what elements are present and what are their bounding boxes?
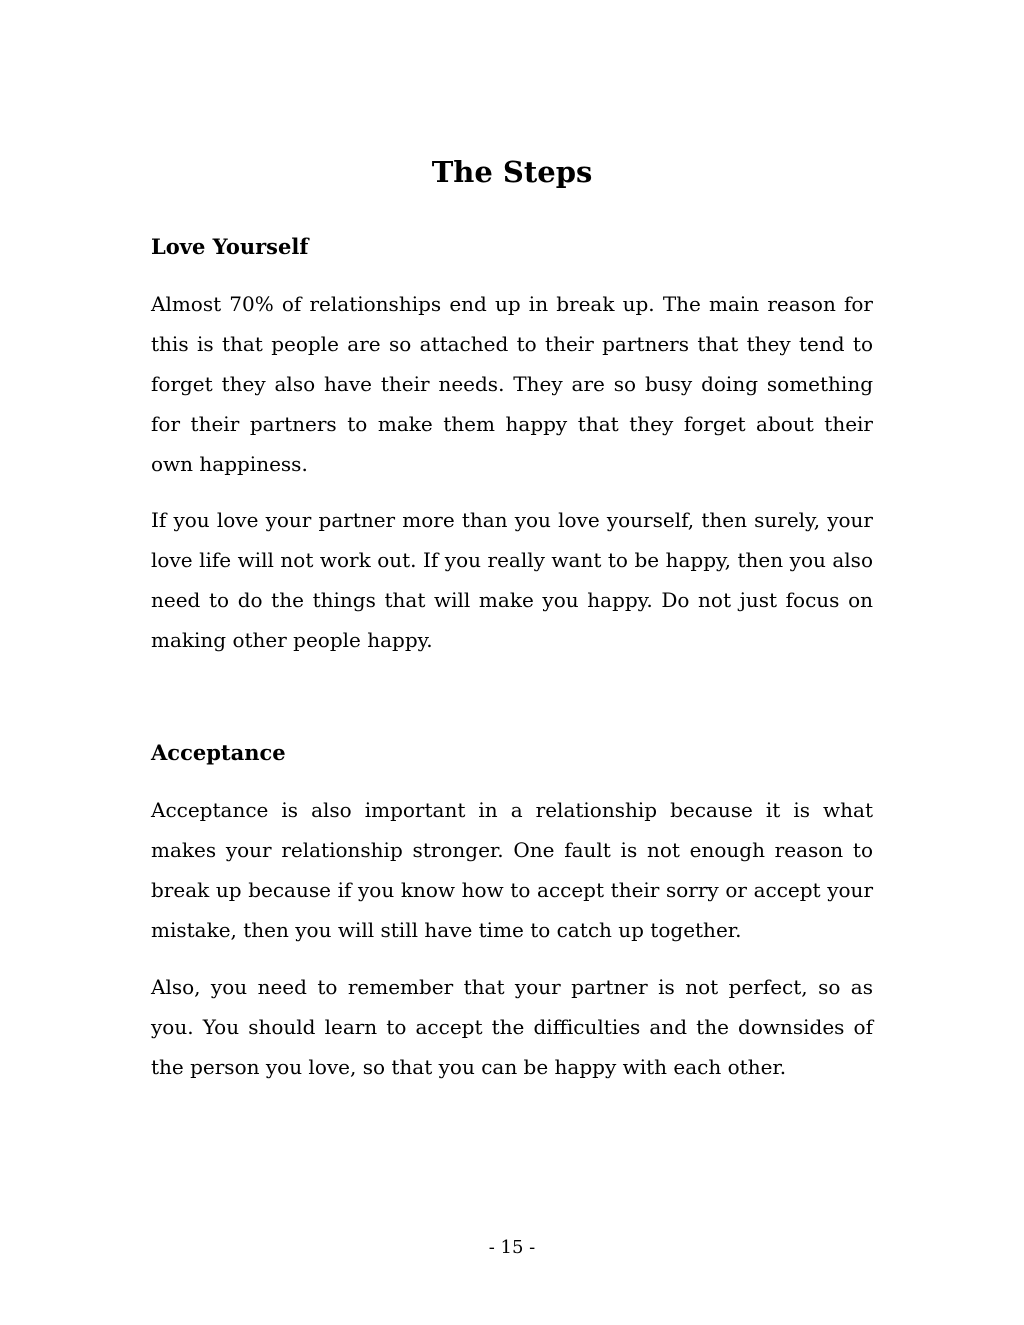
page-title: The Steps <box>431 155 593 189</box>
paragraph-acceptance-1: Acceptance is also important in a relationship because it is what makes your relationship stronger. One fault is not enough reason to break up because if you know how to accept their sorry or accept your mistake, then you will still have time to catch up together. <box>151 798 873 942</box>
paragraph-acceptance-2: Also, you need to remember that your partner is not perfect, so as you. You should learn to accept the difficulties and the downsides of the person you love, so that you can be happy with each other. <box>151 975 873 1079</box>
page-number: - 15 - <box>488 1237 536 1258</box>
paragraph-love-yourself-1: Almost 70% of relationships end up in break up. The main reason for this is that people are so attached to their partners that they tend to forget they also have their needs. They are so busy doing something for their partners to make them happy that they forget about their own happiness. <box>151 292 873 476</box>
section-heading-acceptance: Acceptance <box>151 740 286 765</box>
section-heading-love-yourself: Love Yourself <box>151 234 309 259</box>
paragraph-love-yourself-2: If you love your partner more than you love yourself, then surely, your love life will not work out. If you really want to be happy, then you also need to do the things that will make you happy. Do not just focus on making other people happy. <box>151 508 873 652</box>
